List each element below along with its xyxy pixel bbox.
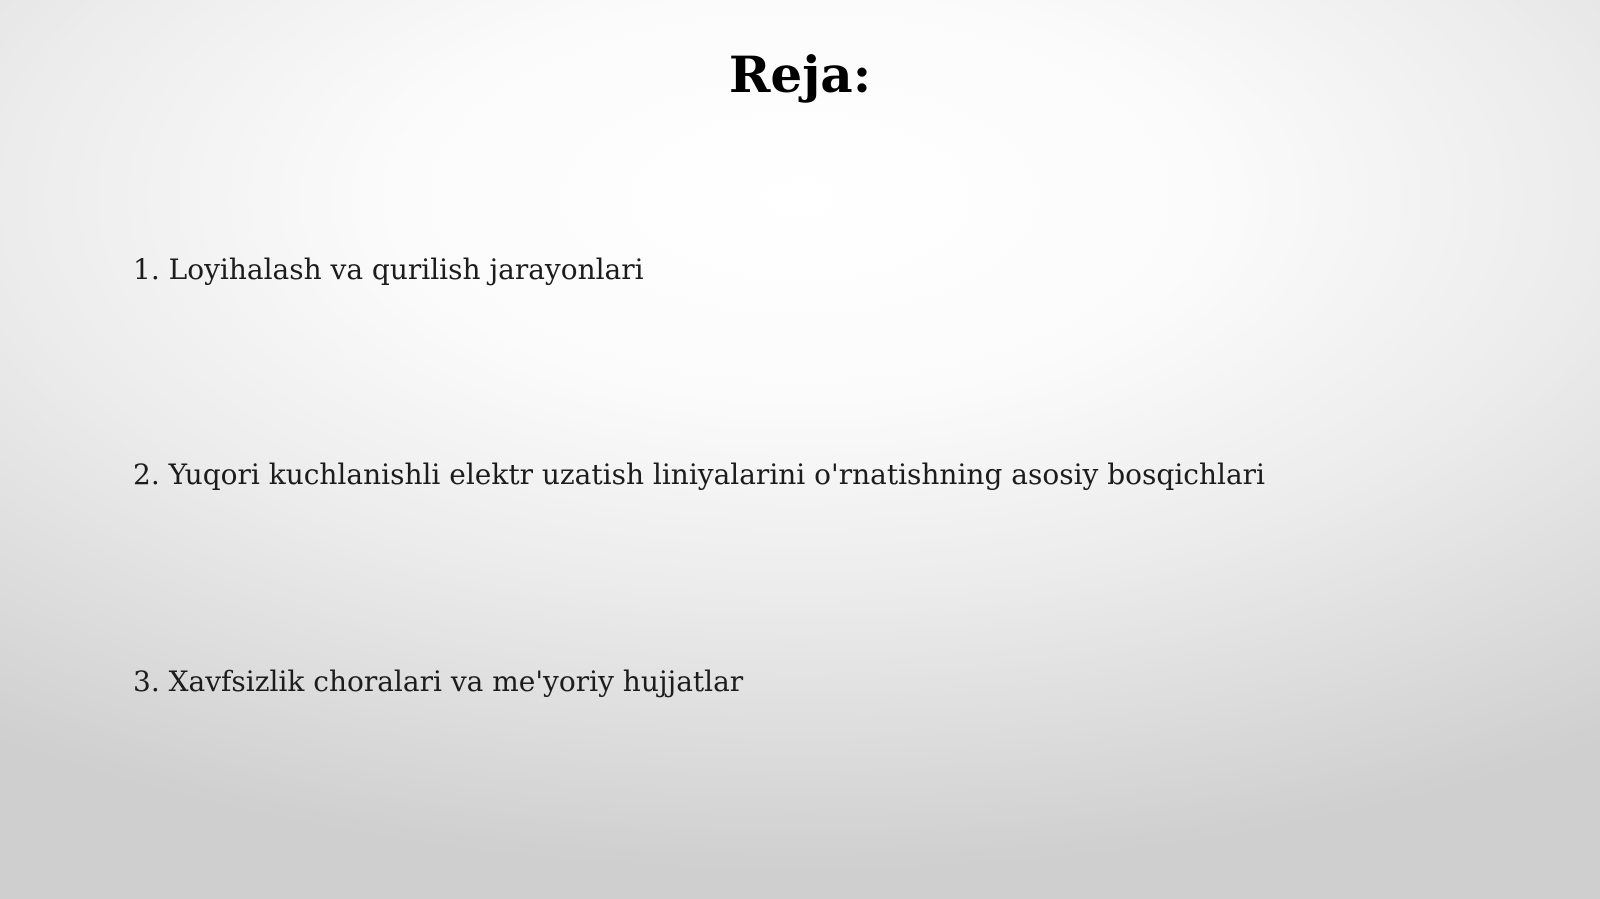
plan-item-1: 1. Loyihalash va qurilish jarayonlari	[133, 253, 644, 286]
plan-item-2: 2. Yuqori kuchlanishli elektr uzatish liniyalarini o'rnatishning asosiy bosqichlari	[133, 458, 1265, 491]
plan-item-3: 3. Xavfsizlik choralari va me'yoriy hujjatlar	[133, 665, 744, 698]
slide-title: Reja:	[728, 45, 872, 104]
